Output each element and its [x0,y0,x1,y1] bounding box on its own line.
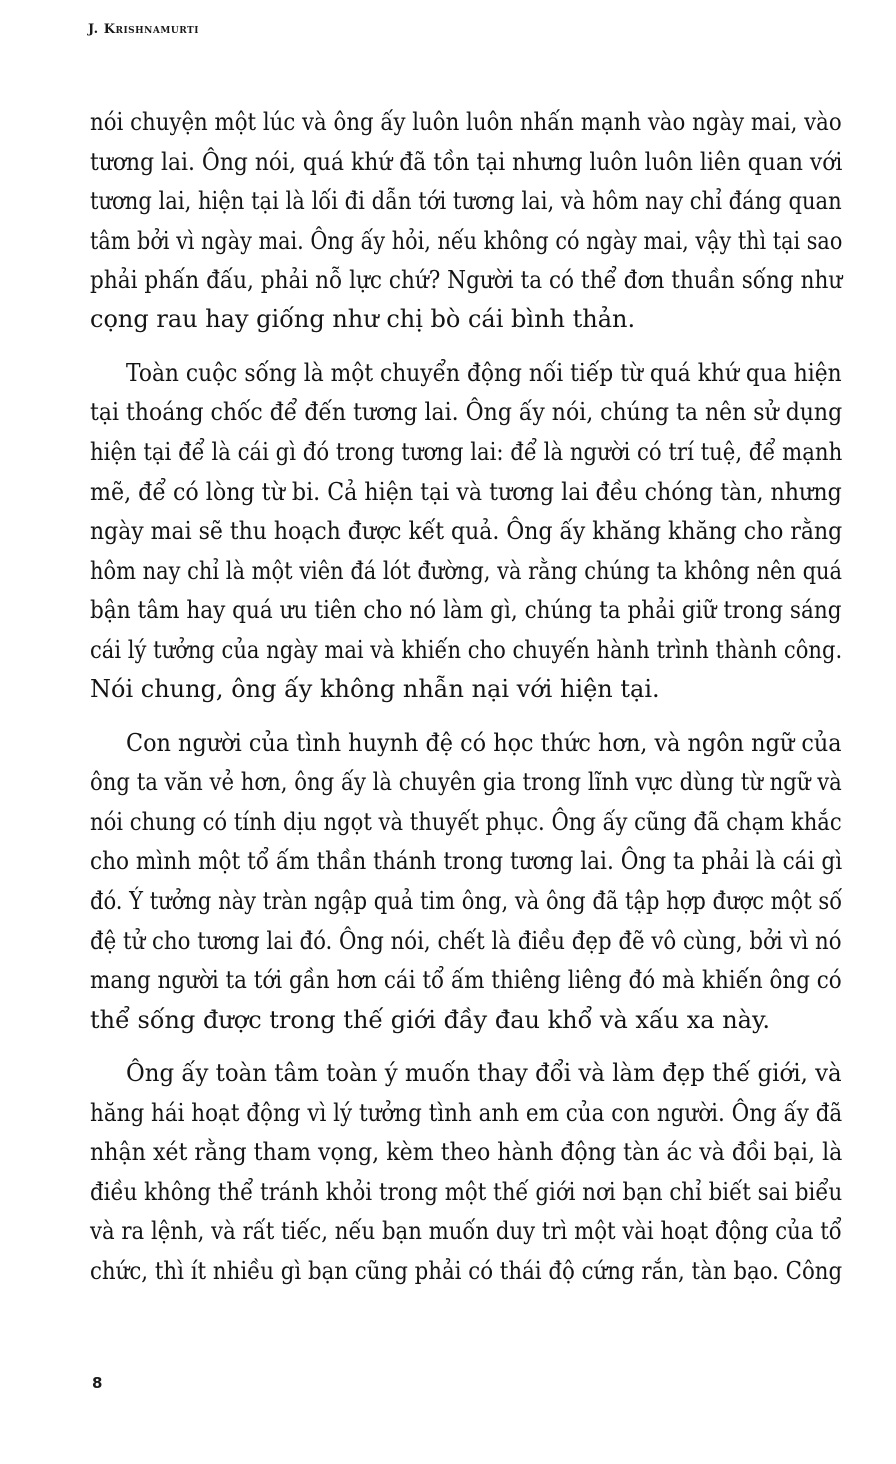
text-line: hôm nay chỉ là một viên đá lót đường, và rằng chúng ta không nên quá [90,557,842,585]
text-line: chức, thì ít nhiều gì bạn cũng phải có thái độ cứng rắn, tàn bạo. Công [90,1257,843,1285]
text-line: tại thoáng chốc để đến tương lai. Ông ấy nói, chúng ta nên sử dụng [90,398,843,426]
text-line: cho mình một tổ ấm thần thánh trong tương lai. Ông ta phải là cái gì [90,847,843,875]
text-line: tâm bởi vì ngày mai. Ông ấy hỏi, nếu không có ngày mai, vậy thì tại sao [90,227,843,255]
text-line: ông ta văn vẻ hơn, ông ấy là chuyên gia trong lĩnh vực dùng từ ngữ và [90,768,842,796]
text-line: Ông ấy toàn tâm toàn ý muốn thay đổi và làm đẹp thế giới, và [126,1059,842,1087]
text-line: hiện tại để là cái gì đó trong tương lai: để là người có trí tuệ, để mạnh [90,438,843,466]
text-line: và ra lệnh, và rất tiếc, nếu bạn muốn duy trì một vài hoạt động của tổ [90,1217,842,1245]
text-line: hăng hái hoạt động vì lý tưởng tình anh em của con người. Ông ấy đã [90,1099,843,1127]
page-number: 8 [92,1374,103,1392]
text-line: tương lai, hiện tại là lối đi dẫn tới tương lai, và hôm nay chỉ đáng quan [90,187,842,215]
text-line: đó. Ý tưởng này tràn ngập quả tim ông, và ông đã tập hợp được một số [90,887,843,915]
text-line: tương lai. Ông nói, quá khứ đã tồn tại nhưng luôn luôn liên quan với [90,148,843,176]
text-line: mang người ta tới gần hơn cái tổ ấm thiêng liêng đó mà khiến ông có [90,966,842,994]
text-line: ngày mai sẽ thu hoạch được kết quả. Ông ấy khăng khăng cho rằng [90,517,843,545]
text-line: nói chung có tính dịu ngọt và thuyết phục. Ông ấy cũng đã chạm khắc [90,808,842,836]
text-line: điều không thể tránh khỏi trong một thế giới nơi bạn chỉ biết sai biểu [90,1178,843,1206]
text-line: cọng rau hay giống như chị bò cái bình thản. [90,305,636,333]
text-line: phải phấn đấu, phải nỗ lực chứ? Người ta có thể đơn thuần sống như [90,266,843,294]
text-line: mẽ, để có lòng từ bi. Cả hiện tại và tương lai đều chóng tàn, nhưng [90,478,842,506]
text-line: cái lý tưởng của ngày mai và khiến cho chuyến hành trình thành công. [90,636,843,664]
text-line: bận tâm hay quá ưu tiên cho nó làm gì, chúng ta phải giữ trong sáng [90,596,842,624]
text-line: nói chuyện một lúc và ông ấy luôn luôn nhấn mạnh vào ngày mai, vào [90,108,842,136]
text-line: Toàn cuộc sống là một chuyển động nối tiếp từ quá khứ qua hiện [126,359,842,387]
text-line: Nói chung, ông ấy không nhẫn nại với hiện tại. [90,675,660,703]
running-head: J. Krishnamurti [88,22,199,37]
text-line: thể sống được trong thế giới đầy đau khổ và xấu xa này. [90,1006,770,1034]
text-line: Con người của tình huynh đệ có học thức hơn, và ngôn ngữ của [126,729,842,757]
text-line: đệ tử cho tương lai đó. Ông nói, chết là điều đẹp đẽ vô cùng, bởi vì nó [90,927,842,955]
text-line: nhận xét rằng tham vọng, kèm theo hành động tàn ác và đồi bại, là [90,1138,843,1166]
